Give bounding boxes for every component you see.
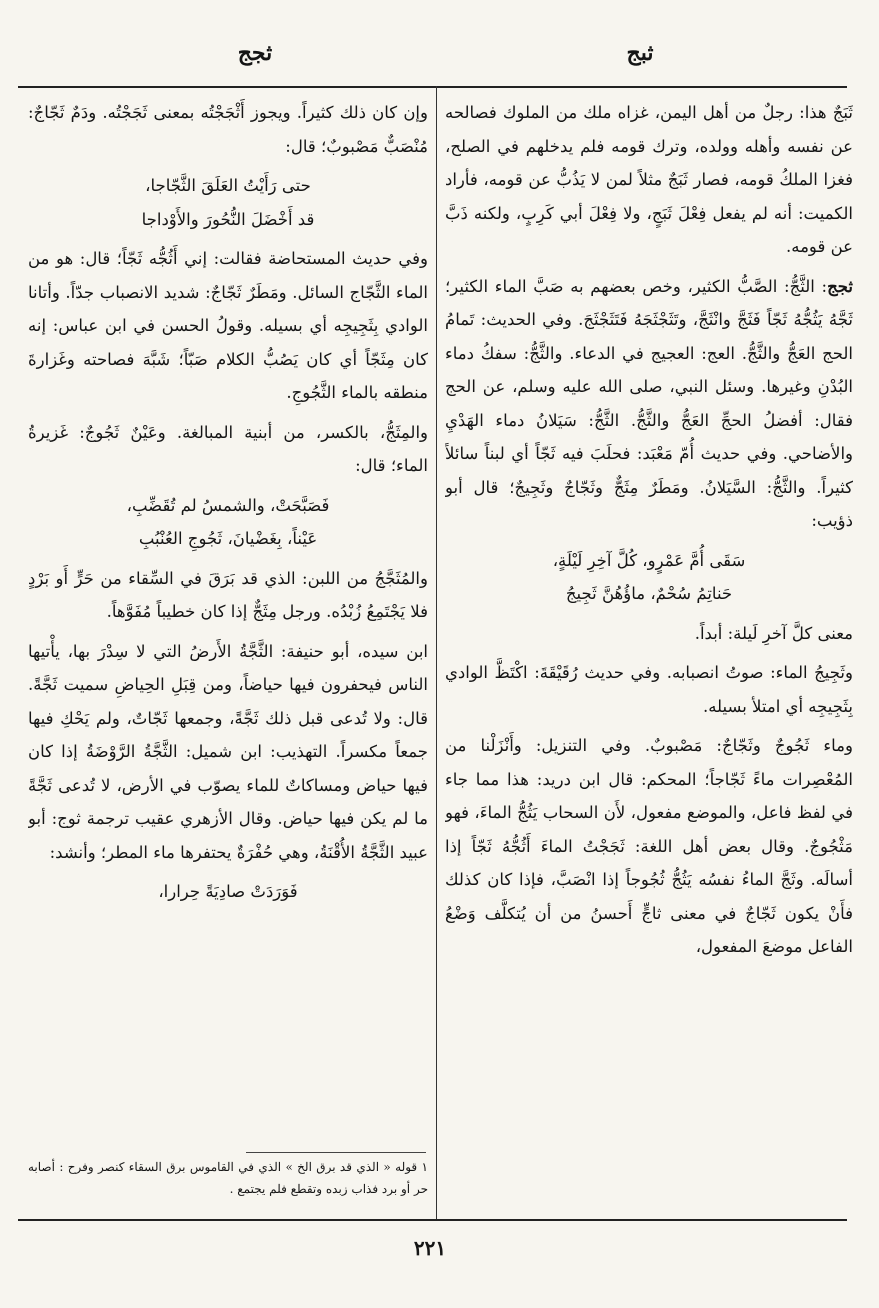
running-header-right: ثبج xyxy=(626,40,654,66)
top-rule xyxy=(18,86,847,88)
left-column xyxy=(28,96,428,1146)
footnote: ١ قوله « الذي قد برق الخ » الذي في القاموس برق السقاء كنصر وفرح : أصابه حر أو برد فذاب زبده وتقطع فلم يجتمع . xyxy=(28,1160,428,1196)
verse xyxy=(445,544,853,611)
verse-line: حتى رَأَيْتُ العَلَقَ الثَّجّاجا، xyxy=(145,176,311,195)
verse-line: فَصَبَّحَتْ، والشمسُ لم تُقَضِّبِ، xyxy=(126,495,330,515)
verse xyxy=(28,489,428,556)
paragraph: وثَجِيجُ الماء: صوتُ انصبابه. وفي حديث رُقَيْقَةَ: اكْتَظَّ الوادي بِثَجِيجِه أي امتلأ بسيله. xyxy=(445,663,853,716)
verse xyxy=(28,169,428,236)
verse-line: سَقَى أُمَّ عَمْرٍو، كُلَّ آخِرِ لَيْلَةٍ، xyxy=(552,550,746,570)
verse-line: قد أَخْضَلَ النُّحُورَ والأَوْداجا xyxy=(141,209,315,229)
footnote-rule xyxy=(246,1152,426,1153)
verse xyxy=(28,875,428,909)
paragraph: وإن كان ذلك كثيراً. ويجوز أَثْجَجْتُه بمعنى ثَجَجْتُه. ودَمٌ ثَجّاجٌ: مُنْصَبٌّ مَصْبوبٌ؛ قال: xyxy=(28,103,428,156)
paragraph: ثَبَجٌ هذا: رجلٌ من أهل اليمن، غزاه ملك من الملوك فصالحه عن نفسه وأهله وولده، وترك قومه فلم يدخلهم في الصلح، فغزا الملكُ قومه، فصار ثَبَجٌ مثلاً لمن لا يَذُبُّ عن قومه، فأراد الكميت: أنه لم يفعل فِعْلَ ثَبَجٍ، ولا فِعْلَ أبي كَرِبٍ، ولكنه ذَبَّ عن قومه. xyxy=(445,103,853,256)
paragraph: وفي حديث المستحاضة فقالت: إني أَثُجُّه ثَجّاً؛ قال: هو من الماء الثَّجّاج السائل. ومَطَرٌ ثَجّاجٌ: شديد الانصباب جدّاً. وأتانا الوادي بِثَجِيجِه أي بسيله. وقولُ الحسن في ابن عباس: إنه كان مِثَجّاً أي كان يَصُبُّ الكلام صَبّاً؛ شَبَّهَ فصاحته وغَزارةَ منطقه بالماء الثَّجُوجِ. xyxy=(28,249,428,402)
entry-text: : الثَّجُّ: الصَّبُّ الكثير، وخص بعضهم به صَبَّ الماء الكثير؛ ثَجَّهُ يَثُجُّهُ ثَجّاً فَثَجَّ وانْثَجَّ، وتَثَجْثَجَهُ فَتَثَجْثَجَ. وفي الحديث: تَمامُ الحج العَجُّ والثَّجُّ. العج: العجيج في الدعاء. والثَّجُّ: سفكُ دماء البُدْنِ وغيرها. وسئل النبي، صلى الله عليه وسلم، عن الحج فقال: أفضلُ الحجِّ العَجُّ والثَّجُّ. الثَّجُّ: سَيَلانُ دماء الهَدْيِ والأضاحي. وفي حديث أُمّ مَعْبَد: فحلَبَ فيه ثَجّاً أي لبناً سائلاً كثيراً. والثَّجُّ: السَّيَلانُ. ومَطَرٌ مِثَجٌّ وثَجّاجٌ وثَجِيجٌ؛ قال أبو ذؤيب: xyxy=(445,276,853,530)
verse-line: عَيْناً، بِغَضْيانَ، ثَجُوجِ العُنْبُبِ xyxy=(138,529,318,548)
paragraph: والمُثَجَّجُ من اللبن: الذي قد بَرَقَ في السِّقاء من حَرٍّ أَو بَرْدٍ فلا يَجْتَمِعُ زُبْدُه. ورجل مِثَجٌّ إذا كان خطيباً مُفَوَّهاً. xyxy=(28,568,428,621)
paragraph xyxy=(445,270,853,538)
page-number: ٢٢١ xyxy=(413,1236,447,1260)
right-column xyxy=(445,96,853,1216)
column-divider xyxy=(436,86,437,1219)
paragraph: والمِثَجُّ، بالكسر، من أبنية المبالغة. وعَيْنٌ ثَجُوجٌ: غَزيرةُ الماء؛ قال: xyxy=(28,422,428,475)
bottom-rule xyxy=(18,1219,847,1221)
verse-line: فَوَرَدَتْ صادِيَةً حِرارا، xyxy=(158,882,298,901)
entry-headword: ثجج xyxy=(827,276,853,296)
running-header-left: ثجج xyxy=(237,40,273,66)
verse-line: حَناتِمُ سُحْمٌ، ماؤُهُنَّ ثَجِيجُ xyxy=(565,584,733,603)
paragraph: معنى كلَّ آخرِ لَيلة: أبداً. xyxy=(694,623,853,643)
paragraph: ابن سيده، أبو حنيفة: الثَّجَّةُ الأَرضُ التي لا سِدْرَ بها، يأْتيها الناس فيحفرون فيها حياضاً، ومن قِبَلِ الحِياضِ سميت ثَجَّةً. قال: ولا تُدعى قبل ذلك ثَجَّةً، وجمعها ثَجّاتٌ، ولم يَحْكِ فيها جمعاً مكسراً. التهذيب: ابن شميل: الثَّجَّةُ الرَّوْضَةُ إذا كان فيها حياض ومساكاتٌ للماء يصوّب في الأرض، لا تُدعى ثَجَّةً ما لم يكن فيها حياض. وقال الأزهري عقيب ترجمة ثوج: أبو عبيد الثَّجَّةُ الأُقْنَةُ، وهي حُفْرَةٌ يحتفرها ماء المطر؛ وأنشد: xyxy=(28,641,428,862)
paragraph: وماء ثَجُوجٌ وثَجّاجٌ: مَصْبوبٌ. وفي التنزيل: وأَنْزَلْنا من المُعْصِرات ماءً ثَجّاجاً؛ المحكم: قال ابن دريد: هذا مما جاء في لفظ فاعل، والموضع مفعول، لأَن السحاب يَثُجُّ الماءَ، فهو مَثْجُوجٌ. وقال بعض أهل اللغة: ثَجَجْتُ الماءَ أَثُجُّهُ ثَجّاً إذا أسالَه. وثَجَّ الماءُ نفسُه يَثُجُّ ثُجُوجاً إذا انْصَبَّ، فإذا كان كذلك فأَنْ يكون ثَجّاجٌ في معنى ثاجٍّ أَحسنُ من أن يُتكلَّف وَضْعُ الفاعل موضعَ المفعول، xyxy=(445,736,853,956)
